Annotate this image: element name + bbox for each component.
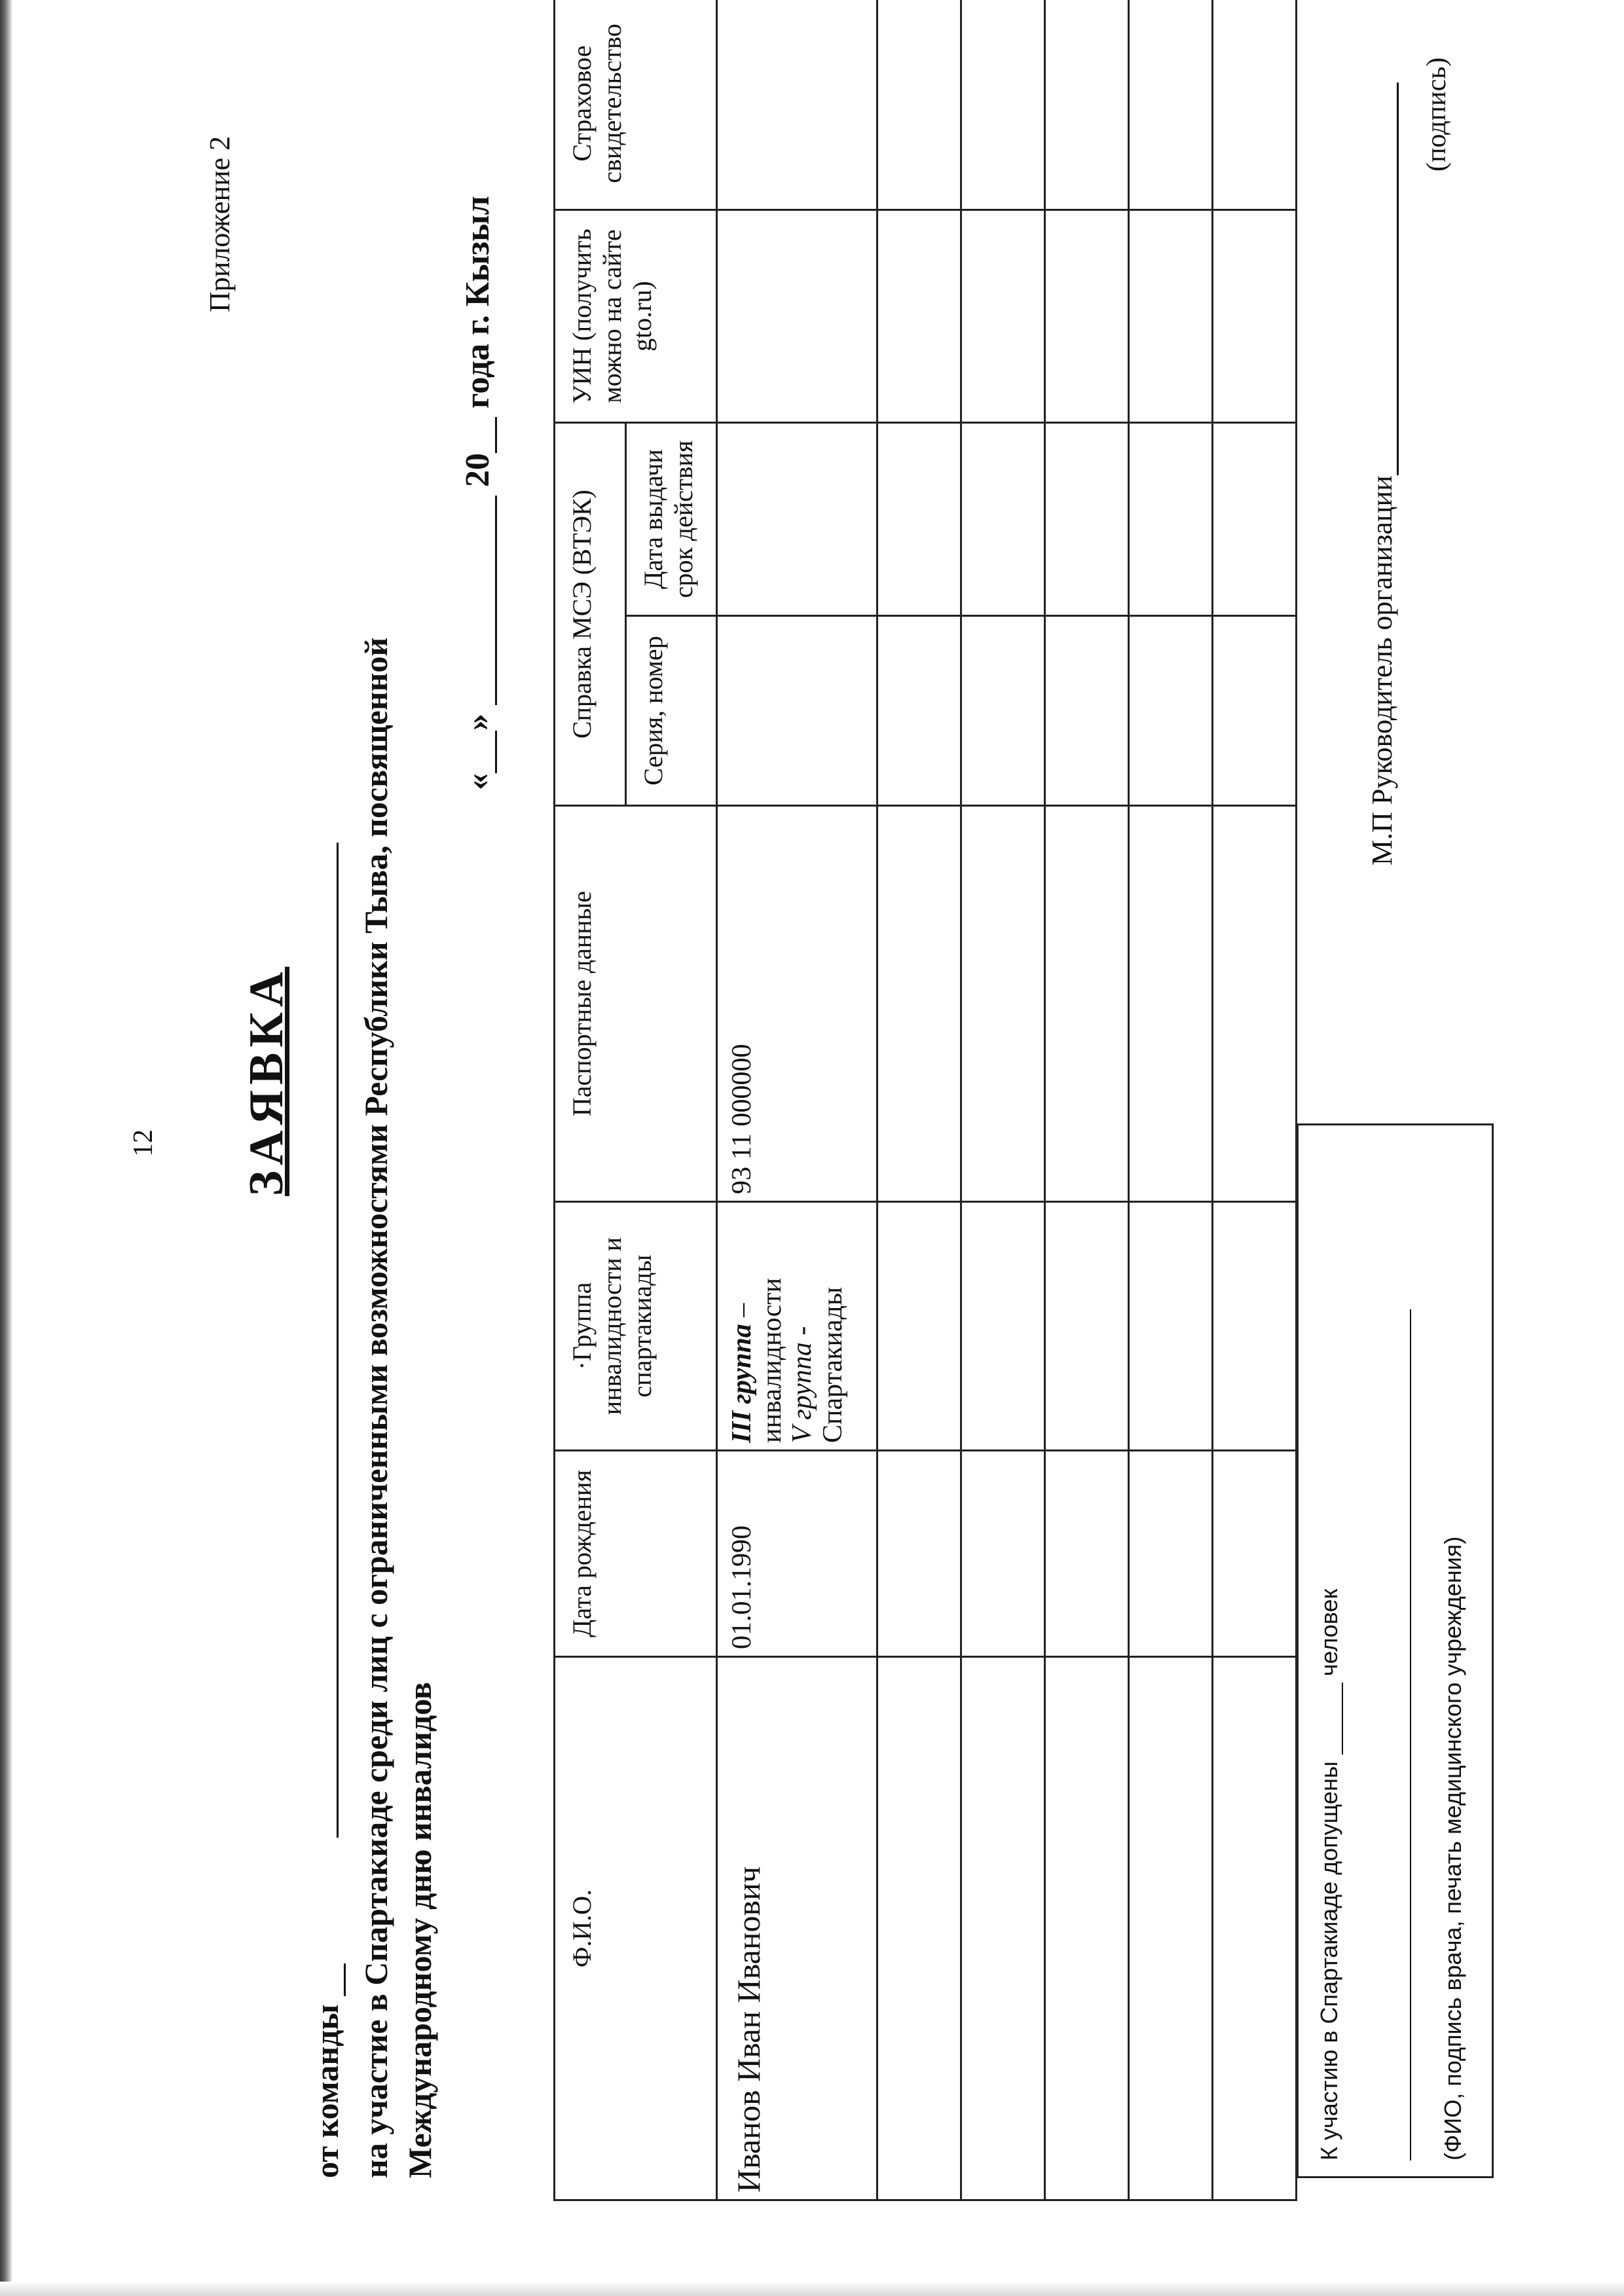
empty-cell — [1213, 423, 1297, 616]
group-b-label: V группа — [787, 1342, 818, 1443]
empty-cell — [1129, 806, 1213, 1202]
day-blank — [466, 731, 497, 773]
date-line — [458, 196, 497, 790]
empty-cell — [1213, 616, 1297, 806]
doctor-caption: (ФИО, подпись врача, печать медицинского учреждения) — [1439, 1536, 1466, 2160]
header-mse-date: Дата выдачи срок действия — [626, 423, 717, 616]
table-row — [877, 0, 961, 2200]
empty-cell — [1045, 1451, 1129, 1657]
empty-cell — [877, 0, 961, 210]
empty-cell — [877, 423, 961, 616]
cell-fio: Иванов Иван Иванович — [717, 1657, 877, 2200]
empty-cell — [961, 1202, 1045, 1451]
header-mse: Справка МСЭ (ВТЭК) — [555, 423, 626, 806]
header-insurance: Страховое свидетельство — [555, 0, 717, 210]
admitted-line — [1316, 1589, 1343, 2160]
header-group: ·Группа инвалидности и спартакиады — [555, 1202, 717, 1451]
empty-cell — [961, 210, 1045, 423]
purpose-line-2: Международному дню инвалидов — [401, 1682, 438, 2178]
page-number: 12 — [128, 1129, 158, 1157]
header-uin: УИН (получить можно на сайте gto.ru) — [555, 210, 717, 423]
empty-cell — [961, 616, 1045, 806]
empty-cell — [1213, 210, 1297, 423]
document-title: ЗАЯВКА — [240, 966, 293, 1196]
empty-cell — [1129, 210, 1213, 423]
table-row — [961, 0, 1045, 2200]
empty-cell — [1045, 1202, 1129, 1451]
empty-cell — [961, 1451, 1045, 1657]
empty-cell — [1213, 1657, 1297, 2200]
empty-cell — [1129, 1657, 1213, 2200]
header-mse-series: Серия, номер — [626, 616, 717, 806]
empty-cell — [1213, 806, 1297, 1202]
cell-birth: 01.01.1990 — [717, 1451, 877, 1657]
empty-cell — [877, 1657, 961, 2200]
date-suffix: года г. Кызыл — [459, 196, 496, 409]
team-name-blank — [315, 1963, 346, 1996]
empty-cell — [1129, 1202, 1213, 1451]
empty-cell — [1045, 423, 1129, 616]
group-b-rest: - Спартакиады — [787, 1286, 848, 1443]
header-birth: Дата рождения — [555, 1451, 717, 1657]
empty-cell — [1045, 806, 1129, 1202]
team-line — [308, 1963, 346, 2178]
table-row — [1045, 0, 1129, 2200]
empty-cell — [877, 210, 961, 423]
admitted-prefix: К участию в Спартакиаде допущены — [1316, 1761, 1342, 2160]
admitted-count-blank — [1322, 1683, 1343, 1755]
cell-mse-date — [717, 423, 877, 616]
empty-cell — [877, 1202, 961, 1451]
month-blank — [466, 496, 497, 705]
year-prefix: 20 — [459, 453, 496, 487]
cell-group — [717, 1202, 877, 1451]
empty-cell — [1129, 1451, 1213, 1657]
admission-box — [1297, 1123, 1494, 2178]
doctor-signature-line — [1410, 1309, 1411, 2160]
head-signature-blank — [1371, 82, 1399, 475]
empty-cell — [961, 0, 1045, 210]
cell-insurance — [717, 0, 877, 210]
empty-cell — [877, 806, 961, 1202]
empty-cell — [877, 1451, 961, 1657]
year-blank — [466, 417, 497, 453]
cell-passport: 93 11 000000 — [717, 806, 877, 1202]
group-a-label: III группа — [727, 1324, 757, 1443]
purpose-line: на участие в Спартакиаде среди лиц с ограниченными возможностями Республики Тыва, посвященной — [358, 637, 394, 2178]
appendix-label: Приложение 2 — [204, 136, 236, 312]
stamp-label: М.П Руководитель организации — [1366, 475, 1398, 866]
group-a-rest: – инвалидности — [727, 1277, 788, 1443]
application-table — [553, 0, 1297, 2201]
header-fio: Ф.И.О. — [555, 1657, 717, 2200]
empty-cell — [961, 423, 1045, 616]
signature-caption: (подпись) — [1422, 57, 1452, 172]
empty-cell — [1045, 1657, 1129, 2200]
empty-cell — [1045, 210, 1129, 423]
header-passport: Паспортные данные — [555, 806, 717, 1202]
date-close-quote: » — [459, 714, 496, 731]
empty-cell — [1045, 616, 1129, 806]
cell-uin — [717, 210, 877, 423]
head-signature-line — [1365, 82, 1399, 866]
table-header-row — [555, 0, 626, 2200]
cell-mse-series — [717, 616, 877, 806]
empty-cell — [1213, 1451, 1297, 1657]
table-row — [1129, 0, 1213, 2200]
admitted-suffix: человек — [1316, 1588, 1342, 1677]
empty-cell — [1213, 0, 1297, 210]
empty-cell — [1129, 0, 1213, 210]
from-team-label: от команды — [308, 2004, 345, 2178]
empty-cell — [1129, 616, 1213, 806]
empty-cell — [961, 1657, 1045, 2200]
empty-cell — [1129, 423, 1213, 616]
empty-cell — [877, 616, 961, 806]
empty-cell — [1045, 0, 1129, 210]
team-name-underline — [308, 843, 339, 1838]
table-row — [717, 0, 877, 2200]
date-open-quote: « — [459, 773, 496, 790]
table-row — [1213, 0, 1297, 2200]
empty-cell — [1213, 1202, 1297, 1451]
empty-cell — [961, 806, 1045, 1202]
